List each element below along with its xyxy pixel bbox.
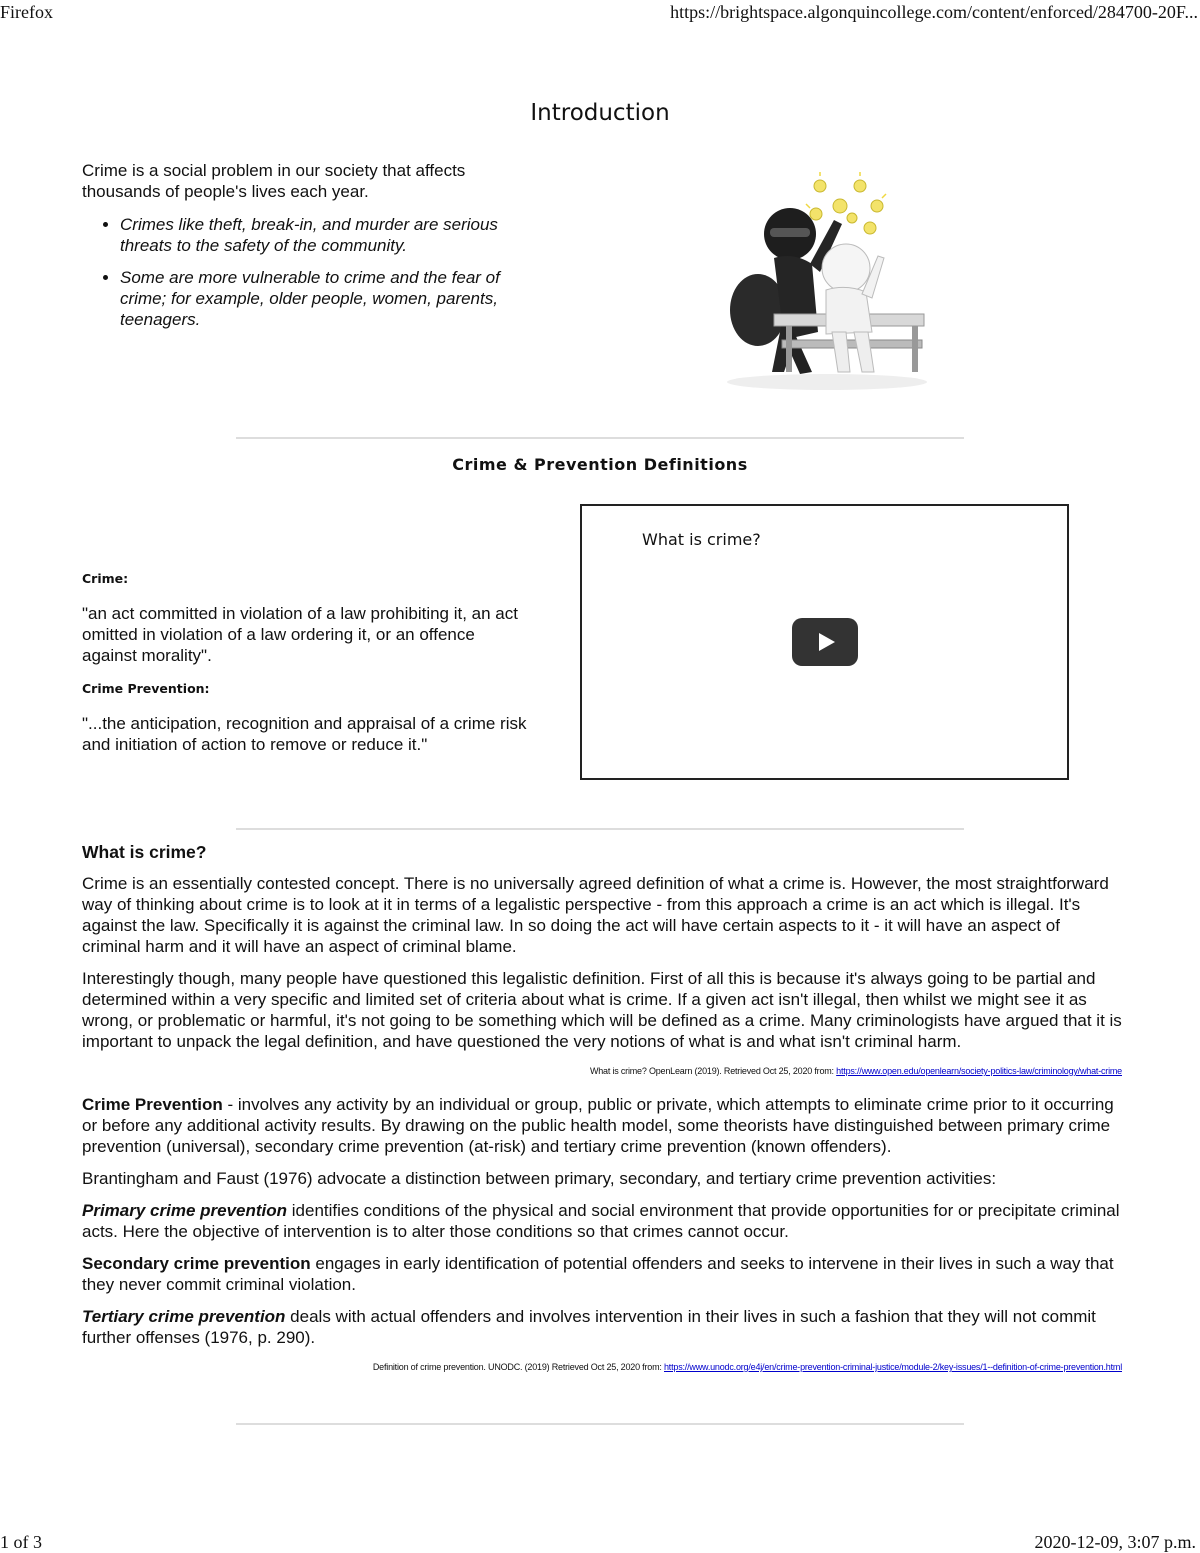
paragraph-text: engages in early identification of potential offenders and seeks to intervene in their lives in such a way that they never commit criminal violation. (82, 1254, 1114, 1294)
crime-definition: "an act committed in violation of a law prohibiting it, an act omitted in violation of a law ordering it, or an offence against morality". (82, 604, 518, 665)
citation-text: What is crime? OpenLearn (2019). Retrieved Oct 25, 2020 from: (589, 1066, 837, 1076)
paragraph (82, 1306, 1122, 1348)
paragraph-text: deals with actual offenders and involves intervention in their lives in such a fashion that they will not commit further offenses (1976, p. 290). (82, 1307, 1096, 1347)
burglar-clipart-image (722, 172, 932, 402)
citation-link[interactable]: https://www.open.edu/openlearn/society-politics-law/criminology/what-crime (836, 1066, 1122, 1076)
paragraph (82, 1253, 1122, 1295)
video-title: What is crime? (642, 530, 761, 549)
definitions-section (82, 568, 530, 767)
citation-link[interactable]: https://www.unodc.org/e4j/en/crime-prevention-criminal-justice/module-2/key-issues/1--definition-of-crime-prevention.html (664, 1362, 1122, 1372)
paragraph-text: identifies conditions of the physical and social environment that provide opportunities for or precipitate criminal acts. Here the objective of intervention is to alter those conditions so that crimes cannot occur. (82, 1201, 1120, 1241)
paragraph: Crime is an essentially contested concept. There is no universally agreed definition of what a crime is. However, the most straightforward way of thinking about crime is to look at it in terms of a legalistic perspective - from this approach a crime is an act which is illegal. It's against the law. Specifically it is against the criminal law. In so doing the act will have certain aspects to it - it will have an aspect of criminal harm and it will have an aspect of criminal blame. (82, 874, 1109, 956)
page-title: Introduction (530, 100, 670, 126)
play-button-icon[interactable] (792, 618, 858, 666)
what-is-crime-heading: What is crime? (82, 842, 207, 862)
print-timestamp: 2020-12-09, 3:07 p.m. (1034, 1532, 1196, 1552)
crime-label: Crime: (82, 571, 129, 586)
section-divider (236, 437, 964, 439)
video-player[interactable] (580, 504, 1069, 780)
page-indicator: 1 of 3 (0, 1532, 42, 1552)
intro-lead: Crime is a social problem in our society that affects thousands of people's lives each year. (82, 161, 466, 201)
bold-term: Crime Prevention (82, 1095, 223, 1114)
list-item: • Some are more vulnerable to crime and the fear of crime; for example, older people, women, parents, teenagers. (120, 267, 532, 330)
citation-text: Definition of crime prevention. UNODC. (2019) Retrieved Oct 25, 2020 from: (372, 1362, 664, 1372)
paragraph: Brantingham and Faust (1976) advocate a distinction between primary, secondary, and tertiary crime prevention activities: (82, 1169, 997, 1188)
prevention-label: Crime Prevention: (82, 681, 210, 696)
section-heading: Crime & Prevention Definitions (452, 455, 748, 474)
paragraph (82, 1200, 1122, 1242)
intro-section (82, 160, 532, 341)
browser-name: Firefox (0, 2, 53, 22)
paragraph-text: - involves any activity by an individual or group, public or private, which attempts to eliminate crime prior to it occurring or before any additional activity results. By drawing on the public health model, some theorists have distinguished between primary crime prevention (universal), secondary crime prevention (at-risk) and tertiary crime prevention (known offenders). (82, 1095, 1114, 1156)
citation (82, 1357, 1122, 1378)
paragraph: Interestingly though, many people have questioned this legalistic definition. First of all this is because it's always going to be partial and determined within a very specific and limited set of criteria about what is crime. If a given act isn't illegal, then whilst we might see it as wrong, or problematic or harmful, it's not going to be something which will be defined as a crime. Many criminologists have argued that it is important to unpack the legal definition, and have questioned the very notions of what is and what isn't criminal harm. (82, 969, 1122, 1051)
intro-bullet-list (82, 214, 532, 330)
bold-term: Secondary crime prevention (82, 1254, 311, 1273)
paragraph (82, 1094, 1122, 1157)
list-item: • Crimes like theft, break-in, and murder are serious threats to the safety of the community. (120, 214, 532, 256)
page-url: https://brightspace.algonquincollege.com/content/enforced/284700-20F... (670, 2, 1198, 22)
section-divider (236, 1423, 964, 1425)
citation (82, 1061, 1122, 1082)
main-article (82, 842, 1122, 1390)
bold-term: Primary crime prevention (82, 1201, 288, 1220)
section-divider (236, 828, 964, 830)
prevention-definition: "...the anticipation, recognition and appraisal of a crime risk and initiation of action to remove or reduce it." (82, 714, 527, 754)
bold-term: Tertiary crime prevention (82, 1307, 286, 1326)
